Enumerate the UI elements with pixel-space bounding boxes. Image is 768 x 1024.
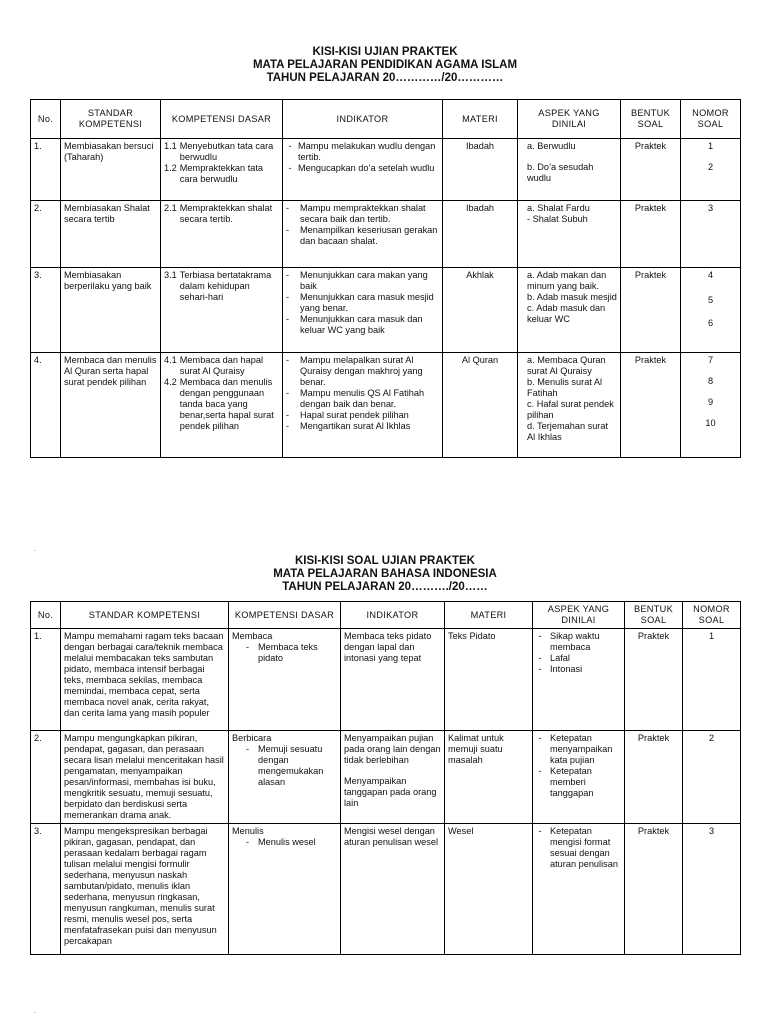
row-aspek — [518, 201, 621, 268]
header-materi: MATERI — [445, 602, 533, 629]
bi-header-row — [31, 602, 741, 629]
row-aspek — [533, 824, 625, 955]
kd-item: - Memuji sesuatu dengan mengemukakan alasan — [246, 744, 324, 787]
row-nomor-soal — [681, 139, 741, 201]
nomor-item: 7 — [707, 355, 714, 365]
row-materi: Akhlak — [443, 268, 518, 353]
row-no: 4. — [31, 353, 61, 458]
indikator-item: - Mengartikan surat Al Ikhlas — [286, 421, 411, 431]
row-bentuk-soal: Praktek — [621, 139, 681, 201]
indikator-item: - Menunjukkan cara makan yang baik — [286, 270, 428, 291]
indikator-item: Mengisi wesel dengan aturan penulisan wesel — [344, 826, 438, 847]
row-no: 1. — [31, 629, 61, 731]
aspek-item: b. Adab masuk mesjid — [527, 292, 617, 302]
nomor-item: 6 — [707, 318, 714, 328]
row-indikator — [283, 139, 443, 201]
header-indikator: INDIKATOR — [283, 100, 443, 139]
indikator-item: - Mampu melapalkan surat Al Quraisy dengan makhroj yang benar. — [286, 355, 423, 387]
header-kompetensi-dasar: KOMPETENSI DASAR — [229, 602, 341, 629]
table-row — [31, 629, 741, 731]
row-no: 3. — [31, 824, 61, 955]
row-standar-kompetensi: Membiasakan bersuci (Taharah) — [61, 139, 161, 201]
indikator-item: Menyampaikan pujian pada orang lain dengan tidak berlebihan — [344, 733, 441, 765]
nomor-item: 4 — [707, 270, 714, 280]
pai-heading — [30, 46, 740, 85]
row-standar-kompetensi: Mampu mengekspresikan berbagai pikiran, gagasan, pendapat, dan perasaan kedalam berbagai ragam tulisan melalui mengisi formulir sederhana, menyusun naskah sambutan/pidato, menulis iklan sederhana, menyusun ringkasan, menyusun rangkuman, menulis surat resmi, menulis wesel pos, serta menfatafrasekan puisi dan menyusun percakapan — [61, 824, 229, 955]
header-standar-kompetensi: STANDAR KOMPETENSI — [61, 602, 229, 629]
row-kompetensi-dasar — [161, 353, 283, 458]
row-nomor-soal — [681, 268, 741, 353]
aspek-item: - Ketepatan menyampaikan kata pujian — [536, 733, 613, 765]
aspek-item: - Lafal — [536, 653, 570, 663]
indikator-item: - Mampu mempraktekkan shalat secara baik dan tertib. — [286, 203, 426, 224]
nomor-item: 9 — [707, 397, 714, 407]
table-row — [31, 268, 741, 353]
pai-header-row — [31, 100, 741, 139]
pai-title: KISI-KISI UJIAN PRAKTEK — [312, 46, 458, 58]
indikator-item: - Menunjukkan cara masuk mesjid yang benar. — [286, 292, 434, 313]
header-bentuk-soal: BENTUK SOAL — [621, 100, 681, 139]
header-bentuk-soal: BENTUK SOAL — [625, 602, 683, 629]
aspek-item: b. Do’a sesudah wudlu — [527, 162, 594, 183]
row-bentuk-soal: Praktek — [621, 353, 681, 458]
row-materi: Al Quran — [443, 353, 518, 458]
table-row — [31, 824, 741, 955]
indikator-item: Menyampaikan tanggapan pada orang lain — [344, 776, 437, 808]
table-row — [31, 731, 741, 824]
kd-heading: Membaca — [232, 631, 273, 641]
aspek-item: a. Adab makan dan minum yang baik. — [527, 270, 607, 291]
row-standar-kompetensi: Membaca dan menulis Al Quran serta hapal surat pendek pilihan — [61, 353, 161, 458]
row-indikator — [283, 353, 443, 458]
row-bentuk-soal: Praktek — [621, 201, 681, 268]
indikator-item: Membaca teks pidato dengan lapal dan intonasi yang tepat — [344, 631, 432, 663]
row-nomor-soal — [681, 201, 741, 268]
aspek-item: c. Hafal surat pendek pilihan — [527, 399, 614, 420]
kd-item: - Membaca teks pidato — [246, 642, 318, 663]
row-bentuk-soal: Praktek — [625, 629, 683, 731]
header-indikator: INDIKATOR — [341, 602, 445, 629]
aspek-item: a. Berwudlu — [527, 141, 576, 151]
kd-heading: Menulis — [232, 826, 264, 836]
indikator-item: - Hapal surat pendek pilihan — [286, 410, 409, 420]
row-nomor-soal: 3 — [683, 824, 741, 955]
aspek-item: c. Adab masuk dan keluar WC — [527, 303, 606, 324]
row-standar-kompetensi: Membiasakan berperilaku yang baik — [61, 268, 161, 353]
row-kompetensi-dasar — [161, 139, 283, 201]
bi-year: TAHUN PELAJARAN 20………./20…… — [282, 581, 488, 593]
row-indikator — [283, 268, 443, 353]
kd-item: 1.1 Menyebutkan tata cara berwudlu — [164, 141, 274, 162]
kd-heading: Berbicara — [232, 733, 272, 743]
row-bentuk-soal: Praktek — [625, 824, 683, 955]
kd-item: 4.2 Membaca dan menulis dengan penggunaan tanda baca yang benar,serta hapal surat pendek pilihan — [164, 377, 274, 431]
row-standar-kompetensi: Mampu memahami ragam teks bacaan dengan berbagai cara/teknik membaca melalui membacakan teks sambutan pidato, membaca intensif berbagai teks, membaca sekilas, membaca memindai, membaca cepat, serta membaca novel anak, cerita rakyat, dan cerita lama yang masih populer — [61, 629, 229, 731]
header-nomor-soal: NOMOR SOAL — [681, 100, 741, 139]
row-standar-kompetensi: Membiasakan Shalat secara tertib — [61, 201, 161, 268]
aspek-item: a. Shalat Fardu — [527, 203, 590, 213]
pai-table — [30, 99, 741, 458]
row-materi: Ibadah — [443, 201, 518, 268]
header-materi: MATERI — [443, 100, 518, 139]
row-indikator — [283, 201, 443, 268]
header-aspek: ASPEK YANG DINILAI — [533, 602, 625, 629]
row-materi: Wesel — [445, 824, 533, 955]
table-row — [31, 201, 741, 268]
row-materi: Ibadah — [443, 139, 518, 201]
pai-year: TAHUN PELAJARAN 20…………/20………… — [266, 72, 504, 84]
row-aspek — [518, 139, 621, 201]
row-aspek — [533, 731, 625, 824]
page-dot: . — [34, 546, 36, 553]
header-kompetensi-dasar: KOMPETENSI DASAR — [161, 100, 283, 139]
row-indikator — [341, 824, 445, 955]
bi-title: KISI-KISI SOAL UJIAN PRAKTEK — [295, 555, 475, 567]
row-no: 1. — [31, 139, 61, 201]
pai-grid-section — [30, 46, 740, 458]
header-no: No. — [31, 602, 61, 629]
row-kompetensi-dasar — [229, 629, 341, 731]
row-indikator — [341, 731, 445, 824]
row-materi: Kalimat untuk memuji suatu masalah — [445, 731, 533, 824]
nomor-item: 3 — [707, 203, 714, 213]
indikator-item: - Mampu menulis QS Al Fatihah dengan baik dan benar. — [286, 388, 425, 409]
row-kompetensi-dasar — [229, 824, 341, 955]
indikator-item: - Menampilkan keseriusan gerakan dan bacaan shalat. — [286, 225, 438, 246]
nomor-item: 5 — [707, 295, 714, 305]
row-aspek — [518, 268, 621, 353]
indikator-item: - Menunjukkan cara masuk dan keluar WC yang baik — [286, 314, 423, 335]
row-kompetensi-dasar — [161, 201, 283, 268]
indikator-item: - Mengucapkan do’a setelah wudlu — [286, 163, 435, 173]
row-bentuk-soal: Praktek — [625, 731, 683, 824]
row-indikator — [341, 629, 445, 731]
bi-table — [30, 601, 741, 955]
row-aspek — [533, 629, 625, 731]
kd-item: 2.1 Mempraktekkan shalat secara tertib. — [164, 203, 273, 224]
aspek-item: a. Membaca Quran surat Al Quraisy — [527, 355, 606, 376]
row-kompetensi-dasar — [229, 731, 341, 824]
aspek-item: - Intonasi — [536, 664, 583, 674]
kd-item: 3.1 Terbiasa bertatakrama dalam kehidupan sehari-hari — [164, 270, 272, 302]
bi-grid-section — [30, 555, 740, 955]
row-nomor-soal — [681, 353, 741, 458]
pai-subject: MATA PELAJARAN PENDIDIKAN AGAMA ISLAM — [252, 59, 518, 71]
header-nomor-soal: NOMOR SOAL — [683, 602, 741, 629]
aspek-item: - Sikap waktu membaca — [536, 631, 600, 652]
row-aspek — [518, 353, 621, 458]
aspek-item: d. Terjemahan surat Al Ikhlas — [527, 421, 609, 442]
row-materi: Teks Pidato — [445, 629, 533, 731]
indikator-item: - Mampu melakukan wudlu dengan tertib. — [286, 141, 436, 162]
page-dot: . — [34, 1008, 36, 1015]
aspek-item: - Ketepatan mengisi format sesuai dengan aturan penulisan — [536, 826, 618, 869]
kd-item: 1.2 Mempraktekkan tata cara berwudlu — [164, 163, 264, 184]
nomor-item: 1 — [707, 141, 714, 151]
row-standar-kompetensi: Mampu mengungkapkan pikiran, pendapat, gagasan, dan perasaan secara lisan melalui menceritakan hasil pengamatan, menyampaikan pesan/informasi, membahas isi buku, mengkritik sesuatu, memuji sesuatu, berpidato dan berdiskusi serta memerankan drama anak. — [61, 731, 229, 824]
table-row — [31, 139, 741, 201]
kd-item: - Menulis wesel — [246, 837, 316, 847]
aspek-item: - Ketepatan memberi tanggapan — [536, 766, 594, 798]
bi-subject: MATA PELAJARAN BAHASA INDONESIA — [273, 568, 497, 580]
row-no: 3. — [31, 268, 61, 353]
nomor-item: 2 — [707, 162, 714, 172]
nomor-item: 8 — [707, 376, 714, 386]
header-standar-kompetensi: STANDAR KOMPETENSI — [61, 100, 161, 139]
header-no: No. — [31, 100, 61, 139]
row-nomor-soal: 2 — [683, 731, 741, 824]
nomor-item: 10 — [705, 418, 716, 428]
aspek-item: - Shalat Subuh — [527, 214, 588, 224]
table-row — [31, 353, 741, 458]
kd-item: 4.1 Membaca dan hapal surat Al Quraisy — [164, 355, 264, 376]
row-nomor-soal: 1 — [683, 629, 741, 731]
header-aspek: ASPEK YANG DINILAI — [518, 100, 621, 139]
bi-heading — [30, 555, 740, 594]
row-bentuk-soal: Praktek — [621, 268, 681, 353]
aspek-item: b. Menulis surat Al Fatihah — [527, 377, 603, 398]
row-no: 2. — [31, 731, 61, 824]
row-no: 2. — [31, 201, 61, 268]
row-kompetensi-dasar — [161, 268, 283, 353]
